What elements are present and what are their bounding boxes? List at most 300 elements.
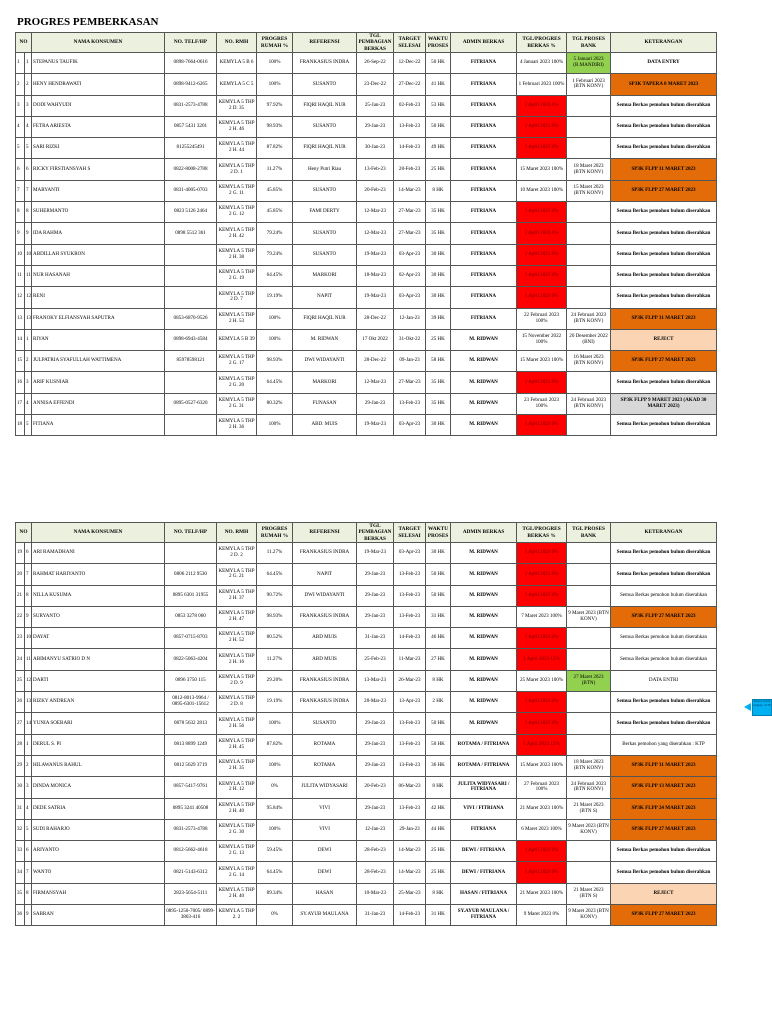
distribution-date: 28-Dec-22 (357, 308, 394, 329)
referral: FIQRI HAQIL NUR (293, 95, 357, 116)
referral: SUSANTO (293, 74, 357, 95)
referral: DEWI (293, 862, 357, 883)
remarks: REJECT (611, 883, 717, 904)
table-row (16, 202, 717, 223)
remarks: Semua Berkas pemohon bulum diserahkan (611, 116, 717, 137)
table-row (16, 74, 717, 95)
house-number: KEMYLA 5 THP 2 G. 21 (217, 564, 257, 585)
row-number: 27 (16, 713, 25, 734)
phone-number (165, 543, 217, 564)
bank-process-date (567, 841, 611, 862)
row-number: 30 (16, 777, 25, 798)
row-number: 31 (16, 798, 25, 819)
remarks: SP3K FLPP 27 MARET 2023 (611, 905, 717, 926)
row-number: 13 (16, 308, 25, 329)
table-row (16, 628, 717, 649)
house-number: KEMYLA 5 C 5 (217, 74, 257, 95)
referral: SUSANTO (293, 223, 357, 244)
file-admin: FITRIANA (451, 244, 517, 265)
phone-number: 0822-5063-4204 (165, 649, 217, 670)
phone-number: 0895 3241 40508 (165, 798, 217, 819)
column-header: TARGET SELESAI (394, 33, 426, 53)
target-date: 06-Mar-23 (394, 777, 426, 798)
remarks: Semua Berkas pemohon bulum diserahkan (611, 95, 717, 116)
target-date: 03-Apr-23 (394, 415, 426, 436)
distribution-date: 28-Feb-23 (357, 862, 394, 883)
column-header: TGL PEMBAGIAN BERKAS (357, 523, 394, 543)
remarks: SP3K FLPP 31 MARET 2023 (611, 308, 717, 329)
file-admin: M. RIDWAN (451, 351, 517, 372)
column-header: WAKTU PROSES (426, 523, 451, 543)
customer-name: NUR HASANAH (32, 265, 165, 286)
house-number: KEMYLA 5 THP 2 D. 8 (217, 692, 257, 713)
table-row (16, 713, 717, 734)
phone-number: 0898-7664-0616 (165, 53, 217, 74)
house-progress: 11.27% (257, 649, 293, 670)
row-number: 22 (16, 606, 25, 627)
target-date: 03-Apr-23 (394, 543, 426, 564)
table-row (16, 692, 717, 713)
process-time: 8 HK (426, 180, 451, 201)
distribution-date: 30-Jan-23 (357, 138, 394, 159)
file-progress: 1 April 2023 0% (517, 372, 567, 393)
remarks: Berkas pemohon yang diserahkan : KTP (611, 734, 717, 755)
row-number: 21 (16, 585, 25, 606)
phone-number (165, 265, 217, 286)
bank-process-date: 20 Desember 2022 (BNI) (567, 329, 611, 350)
table-row (16, 351, 717, 372)
process-time: 35 HK (426, 223, 451, 244)
distribution-date: 31-Jan-23 (357, 905, 394, 926)
row-number: 29 (16, 755, 25, 776)
remarks: DATA ENTRY (611, 53, 717, 74)
phone-number: 0898-9412-6265 (165, 74, 217, 95)
row-number: 9 (16, 223, 25, 244)
bank-process-date (567, 862, 611, 883)
house-progress: 97.92% (257, 95, 293, 116)
process-time: 31 HK (426, 905, 451, 926)
remarks: SP3K TAPERA 8 MARET 2023 (611, 74, 717, 95)
target-date: 12-Jan-23 (394, 308, 426, 329)
house-number: KEMYLA 5 THP 2 D. 9 (217, 670, 257, 691)
referral: ABD MUIS (293, 628, 357, 649)
row-number: 16 (16, 372, 25, 393)
column-header: ADMIN BERKAS (451, 33, 517, 53)
file-admin: M. RIDWAN (451, 393, 517, 414)
file-admin: ROTAMA / FITRIANA (451, 755, 517, 776)
remarks: Semua Berkas pemohon bulum diserahkan (611, 372, 717, 393)
house-number: KEMYLA 5 THP 2 G. 30 (217, 819, 257, 840)
referral: VIVI (293, 798, 357, 819)
house-progress: 59.45% (257, 841, 293, 862)
row-sub-number: 8 (25, 883, 32, 904)
file-progress: 1 April 2023 0% (517, 265, 567, 286)
bank-process-date (567, 202, 611, 223)
remarks: Semua Berkas pemohon bulum diserahkan (611, 265, 717, 286)
distribution-date: 29-Jan-23 (357, 713, 394, 734)
bank-process-date: 21 Maret 2023 (BTN S) (567, 798, 611, 819)
remarks: Semua Berkas pemohon bulum diserahkan (611, 649, 717, 670)
target-date: 13-Feb-23 (394, 798, 426, 819)
referral: FRANKASIUS INDRA (293, 692, 357, 713)
phone-number: 2823-5654-5111 (165, 883, 217, 904)
house-number: KEMYLA 5 THP 2 H. 37 (217, 585, 257, 606)
customer-name: DERUL S. PI (32, 734, 165, 755)
customer-name: SURYANTO (32, 606, 165, 627)
target-date: 13-Feb-23 (394, 116, 426, 137)
distribution-date: 19-Mar-23 (357, 543, 394, 564)
bank-process-date (567, 628, 611, 649)
customer-name: RENI (32, 287, 165, 308)
file-admin: M. RIDWAN (451, 713, 517, 734)
phone-number: 0898-6943-4584 (165, 329, 217, 350)
table-row (16, 841, 717, 862)
target-date: 14-Mar-23 (394, 862, 426, 883)
row-sub-number: 9 (25, 606, 32, 627)
column-header: REFERENSI (293, 523, 357, 543)
remarks: SP3K FLPP 27 MARET 2023 (611, 180, 717, 201)
row-sub-number: 10 (25, 628, 32, 649)
row-number: 7 (16, 180, 25, 201)
table-row (16, 308, 717, 329)
row-sub-number: 4 (25, 798, 32, 819)
file-admin: FITRIANA (451, 287, 517, 308)
file-progress: 1 Februari 2023 100% (517, 74, 567, 95)
file-admin: M. RIDWAN (451, 606, 517, 627)
referral: DWI WIDAYANTI (293, 351, 357, 372)
phone-number: 0857-0715-8703 (165, 628, 217, 649)
target-date: 03-Apr-23 (394, 287, 426, 308)
process-time: 53 HK (426, 95, 451, 116)
distribution-date: 25-Jan-23 (357, 95, 394, 116)
target-date: 26-Mar-23 (394, 670, 426, 691)
process-time: 50 HK (426, 116, 451, 137)
file-progress: 1 April 2023 0% (517, 713, 567, 734)
file-progress: 1 April 2023 0% (517, 202, 567, 223)
bank-process-date: 15 Maret 2023 (BTN KONV) (567, 180, 611, 201)
row-sub-number: 2 (25, 755, 32, 776)
process-time: 30 HK (426, 265, 451, 286)
house-progress: 100% (257, 74, 293, 95)
table-row (16, 862, 717, 883)
referral: HASAN (293, 883, 357, 904)
referral: VIVI (293, 819, 357, 840)
target-date: 13-Feb-23 (394, 564, 426, 585)
file-admin: M. RIDWAN (451, 585, 517, 606)
target-date: 13-Feb-23 (394, 606, 426, 627)
referral: ABD. MUIS (293, 415, 357, 436)
progress-table-2 (15, 522, 717, 926)
file-progress: 4 Januari 2023 100% (517, 53, 567, 74)
bank-process-date: 24 Februari 2023 (BTN KONV) (567, 308, 611, 329)
distribution-date: 31-Jan-23 (357, 628, 394, 649)
target-date: 29-Jan-23 (394, 819, 426, 840)
row-sub-number: 9 (25, 905, 32, 926)
house-progress: 64.45% (257, 265, 293, 286)
distribution-date: 25-Feb-23 (357, 649, 394, 670)
file-progress: 21 Maret 2023 100% (517, 798, 567, 819)
remarks: Semua Berkas pemohon bulum diserahkan (611, 862, 717, 883)
file-progress: 1 April 2023 0% (517, 223, 567, 244)
row-sub-number: 8 (25, 585, 32, 606)
house-number: KEMYLA 5 THP 2 H. 40 (217, 883, 257, 904)
table-row (16, 287, 717, 308)
remarks: REJECT (611, 329, 717, 350)
row-sub-number: 13 (25, 692, 32, 713)
row-sub-number: 3 (25, 372, 32, 393)
distribution-date: 17 Okt 2022 (357, 329, 394, 350)
target-date: 14-Mar-23 (394, 180, 426, 201)
column-header: NO (16, 523, 32, 543)
row-sub-number: 1 (25, 53, 32, 74)
phone-number (165, 287, 217, 308)
column-header: TGL PROSES BANK (567, 523, 611, 543)
referral: MARKORI (293, 265, 357, 286)
file-admin: M. RIDWAN (451, 670, 517, 691)
referral: DEWI (293, 841, 357, 862)
remarks: Semua Berkas pemohon bulum diserahkan (611, 692, 717, 713)
column-header: NO (16, 33, 32, 53)
house-number: KEMYLA 5 THP 2 H. 38 (217, 244, 257, 265)
row-number: 34 (16, 862, 25, 883)
file-admin: SY.AYUB MAULANA / FITRIANA (451, 905, 517, 926)
distribution-date: 20-Feb-23 (357, 777, 394, 798)
row-number: 25 (16, 670, 25, 691)
house-number: KEMYLA 5 THP 2 H. 40 (217, 798, 257, 819)
file-progress: 15 Maret 2023 100% (517, 351, 567, 372)
page-title: PROGRES PEMBERKASAN (17, 16, 159, 28)
house-number: KEMYLA 5 THP 2 H. 44 (217, 138, 257, 159)
column-header: NO. RMH (217, 523, 257, 543)
process-time: 30 HK (426, 543, 451, 564)
bank-process-date (567, 265, 611, 286)
house-progress: 11.27% (257, 159, 293, 180)
table-row (16, 798, 717, 819)
distribution-date: 12-Mar-23 (357, 372, 394, 393)
target-date: 11-Mar-23 (394, 649, 426, 670)
row-number: 35 (16, 883, 25, 904)
row-sub-number: 2 (25, 74, 32, 95)
remarks: Semua Berkas pemohon bulum diserahkan (611, 202, 717, 223)
customer-name: FIRMANSYAH (32, 883, 165, 904)
process-time: 41 HK (426, 74, 451, 95)
phone-number: 0822-8008-2788 (165, 159, 217, 180)
house-progress: 79.24% (257, 223, 293, 244)
file-progress: 6 Maret 2023 100% (517, 819, 567, 840)
house-progress: 90.72% (257, 585, 293, 606)
phone-number: 0831-2573-4788 (165, 819, 217, 840)
table-row (16, 53, 717, 74)
process-time: 58 HK (426, 351, 451, 372)
file-admin: FITRIANA (451, 202, 517, 223)
phone-number: 0821-5143-6312 (165, 862, 217, 883)
phone-number: 0823 5126 2464 (165, 202, 217, 223)
bank-process-date (567, 287, 611, 308)
referral: JULITA WIDYASARI (293, 777, 357, 798)
remarks: Semua Berkas pemohon bulum diserahkan (611, 223, 717, 244)
process-time: 25 HK (426, 329, 451, 350)
file-admin: M. RIDWAN (451, 692, 517, 713)
row-number: 18 (16, 415, 25, 436)
remarks: SP3K FLPP 31 MARET 2023 (611, 159, 717, 180)
file-admin: M. RIDWAN (451, 628, 517, 649)
row-sub-number: 7 (25, 180, 32, 201)
phone-number: 0831-2573-4788 (165, 95, 217, 116)
house-progress: 79.24% (257, 244, 293, 265)
file-admin: M. RIDWAN (451, 415, 517, 436)
column-header: NAMA KONSUMEN (32, 523, 165, 543)
phone-number: 0898 5512 361 (165, 223, 217, 244)
house-number: KEMYLA 5 THP 2 G. 11 (217, 180, 257, 201)
file-progress: 1 April 2023 12% (517, 649, 567, 670)
house-progress: 80.32% (257, 393, 293, 414)
row-sub-number: 5 (25, 415, 32, 436)
file-admin: VIVI / FITRIANA (451, 798, 517, 819)
referral: FIQRI HAQIL NUR (293, 138, 357, 159)
house-progress: 64.45% (257, 564, 293, 585)
side-note: Berkas belum lengkap / KTP (752, 699, 772, 716)
target-date: 12-Dec-22 (394, 53, 426, 74)
bank-process-date: 24 Februari 2023 (BTN KONV) (567, 393, 611, 414)
bank-process-date: 18 Maret 2023 (BTN KONV) (567, 755, 611, 776)
customer-name: ARIF KUSNIAR (32, 372, 165, 393)
file-progress: 1 April 2023 0% (517, 862, 567, 883)
row-number: 10 (16, 244, 25, 265)
process-time: 36 HK (426, 755, 451, 776)
distribution-date: 28-Dec-22 (357, 351, 394, 372)
file-admin: M. RIDWAN (451, 372, 517, 393)
row-sub-number: 13 (25, 308, 32, 329)
row-number: 4 (16, 116, 25, 137)
target-date: 27-Mar-23 (394, 223, 426, 244)
distribution-date: 26-Sep-22 (357, 53, 394, 74)
row-sub-number: 5 (25, 819, 32, 840)
process-time: 35 HK (426, 372, 451, 393)
bank-process-date (567, 116, 611, 137)
process-time: 25 HK (426, 159, 451, 180)
row-sub-number: 9 (25, 223, 32, 244)
file-progress: 1 April 2023 0% (517, 287, 567, 308)
house-number: KEMYLA 5 THP 2 H. 16 (217, 649, 257, 670)
file-progress: 1 April 2023 0% (517, 628, 567, 649)
customer-name: IDA RAHMA (32, 223, 165, 244)
house-progress: 0% (257, 777, 293, 798)
bank-process-date (567, 372, 611, 393)
distribution-date: 29-Jan-23 (357, 116, 394, 137)
file-progress: 21 Maret 2023 100% (517, 883, 567, 904)
referral: FRANKASIUS INDRA (293, 606, 357, 627)
customer-name: JULPATRIA SYAFULLAH WATTIMENA (32, 351, 165, 372)
customer-name: RIZKY ANDREAN (32, 692, 165, 713)
customer-name: RICKY FIRSTIANSYAH S (32, 159, 165, 180)
customer-name: RAHMAT HARIYANTO (32, 564, 165, 585)
house-progress: 19.19% (257, 287, 293, 308)
customer-name: FITIANA (32, 415, 165, 436)
process-time: 50 HK (426, 734, 451, 755)
remarks: SP3K FLPP 9 MARET 2023 (AKAD 30 MARET 2023) (611, 393, 717, 414)
target-date: 14-Feb-23 (394, 905, 426, 926)
customer-name: DAYAT (32, 628, 165, 649)
distribution-date: 28-Mar-23 (357, 692, 394, 713)
phone-number: 0895 6301 31955 (165, 585, 217, 606)
row-number: 11 (16, 265, 25, 286)
column-header: ADMIN BERKAS (451, 523, 517, 543)
phone-number (165, 415, 217, 436)
file-progress: 1 April 2023 0% (517, 138, 567, 159)
referral: FAMI DERTY (293, 202, 357, 223)
progress-table-1 (15, 32, 717, 436)
column-header: REFERENSI (293, 33, 357, 53)
process-time: 35 HK (426, 202, 451, 223)
file-admin: ROTAMA / FITRIANA (451, 734, 517, 755)
file-progress: 23 Februari 2023 100% (517, 393, 567, 414)
row-number: 19 (16, 543, 25, 564)
target-date: 27-Mar-23 (394, 202, 426, 223)
process-time: 50 HK (426, 585, 451, 606)
referral: NAPIT (293, 564, 357, 585)
file-progress: 15 Maret 2023 100% (517, 755, 567, 776)
row-number: 17 (16, 393, 25, 414)
target-date: 27-Mar-23 (394, 372, 426, 393)
process-time: 50 HK (426, 53, 451, 74)
remarks: SP3K FLPP 24 MARET 2023 (611, 798, 717, 819)
process-time: 8 HK (426, 670, 451, 691)
row-sub-number: 3 (25, 777, 32, 798)
referral: DWI WIDAYANTI (293, 585, 357, 606)
file-admin: FITRIANA (451, 95, 517, 116)
distribution-date: 29-Jan-23 (357, 734, 394, 755)
remarks: Semua Berkas pemohon bulum diserahkan (611, 628, 717, 649)
phone-number: 0806 2112 9530 (165, 564, 217, 585)
customer-name: SARI RIZKI (32, 138, 165, 159)
target-date: 25-Mar-23 (394, 883, 426, 904)
row-number: 33 (16, 841, 25, 862)
target-date: 13-Feb-23 (394, 585, 426, 606)
table-row (16, 244, 717, 265)
target-date: 02-Apr-23 (394, 265, 426, 286)
process-time: 8 HK (426, 883, 451, 904)
row-number: 3 (16, 95, 25, 116)
file-progress: 1 April 2023 0% (517, 841, 567, 862)
customer-name: DEDE SATRIA (32, 798, 165, 819)
referral: SUSANTO (293, 180, 357, 201)
house-progress: 64.45% (257, 862, 293, 883)
row-number: 12 (16, 287, 25, 308)
house-progress: 64.45% (257, 372, 293, 393)
phone-number: 85978598121 (165, 351, 217, 372)
bank-process-date: 9 Maret 2023 (BTN KONV) (567, 905, 611, 926)
process-time: 27 HK (426, 649, 451, 670)
process-time: 39 HK (426, 308, 451, 329)
table-row (16, 905, 717, 926)
column-header: PROGRES RUMAH % (257, 523, 293, 543)
remarks: Semua Berkas pemohon bulum diserahkan (611, 415, 717, 436)
row-number: 36 (16, 905, 25, 926)
customer-name: SUHERMANTO (32, 202, 165, 223)
table-row (16, 415, 717, 436)
process-time: 30 HK (426, 415, 451, 436)
row-number: 8 (16, 202, 25, 223)
row-number: 24 (16, 649, 25, 670)
file-progress: 1 April 2023 0% (517, 116, 567, 137)
referral: ROTAMA (293, 734, 357, 755)
referral: FIQRI HAQIL NUR (293, 308, 357, 329)
distribution-date: 13-Mar-23 (357, 670, 394, 691)
distribution-date: 18-Mar-23 (357, 265, 394, 286)
file-progress: 1 April 2023 0% (517, 692, 567, 713)
phone-number: 0831-4005-0703 (165, 180, 217, 201)
target-date: 31-Okt-22 (394, 329, 426, 350)
